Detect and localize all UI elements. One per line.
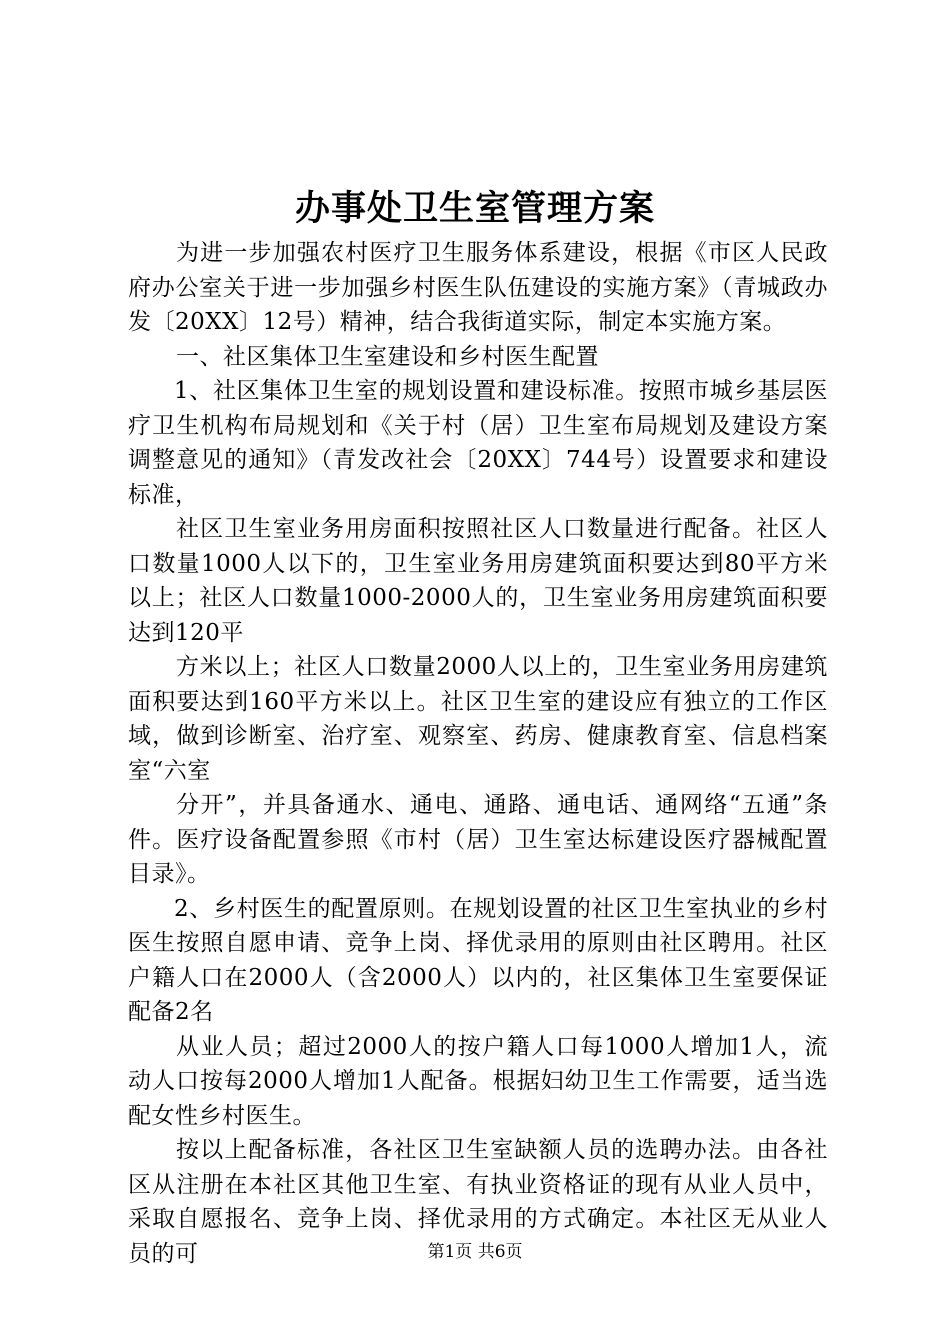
paragraph: 按以上配备标准，各社区卫生室缺额人员的选聘办法。由各社区从注册在本社区其他卫生室、有执业资格证的现有从业人员中，采取自愿报名、竞争上岗、择优录用的方式确定。本社区无从业人员的可	[128, 1137, 828, 1267]
section-heading: 一、社区集体卫生室建设和乡村医生配置	[176, 343, 599, 370]
paragraph: 为进一步加强农村医疗卫生服务体系建设，根据《市区人民政府办公室关于进一步加强乡村医生队伍建设的实施方案》（青城政办发〔20XX〕12号）精神，结合我街道实际，制定本实施方案。	[128, 240, 828, 335]
paragraph: 分开”，并具备通水、通电、通路、通电话、通网络“五通”条件。医疗设备配置参照《市村（居）卫生室达标建设医疗器械配置目录》。	[128, 792, 828, 887]
document-title: 办事处卫生室管理方案	[294, 188, 655, 229]
paragraph: 2、乡村医生的配置原则。在规划设置的社区卫生室执业的乡村医生按照自愿申请、竞争上岗、择优录用的原则由社区聘用。社区户籍人口在2000人（含2000人）以内的，社区集体卫生室要保证配备2名	[128, 895, 828, 1025]
paragraph: 方米以上；社区人口数量2000人以上的，卫生室业务用房建筑面积要达到160平方米以上。社区卫生室的建设应有独立的工作区域，做到诊断室、治疗室、观察室、药房、健康教育室、信息档案室“六室	[128, 654, 828, 784]
paragraph: 社区卫生室业务用房面积按照社区人口数量进行配备。社区人口数量1000人以下的，卫生室业务用房建筑面积要达到80平方米以上；社区人口数量1000-2000人的，卫生室业务用房建筑面积要达到120平	[128, 516, 828, 646]
paragraph: 从业人员；超过2000人的按户籍人口每1000人增加1人，流动人口按每2000人增加1人配备。根据妇幼卫生工作需要，适当选配女性乡村医生。	[128, 1033, 828, 1129]
page-footer: 第1页 共6页	[427, 1242, 523, 1262]
paragraph: 1、社区集体卫生室的规划设置和建设标准。按照市城乡基层医疗卫生机构布局规划和《关于村（居）卫生室布局规划及建设方案调整意见的通知》（青发改社会〔20XX〕744号）设置要求和建设标准，	[128, 378, 828, 508]
document-body	[128, 236, 828, 1271]
